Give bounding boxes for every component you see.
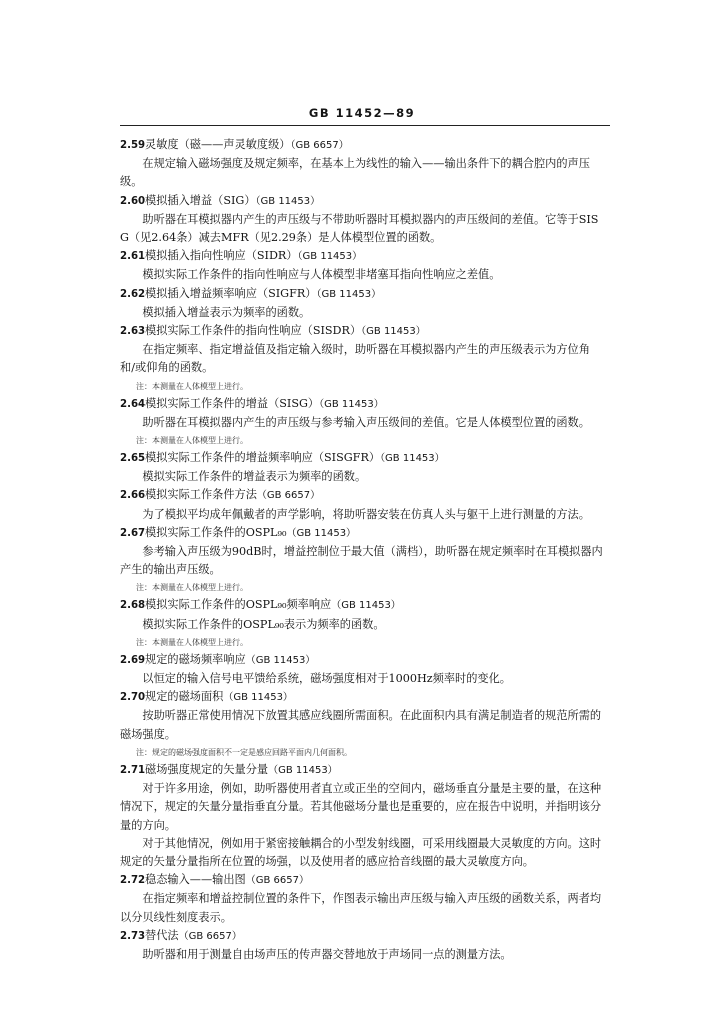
entry-standard-ref: （GB 11453）: [361, 326, 426, 338]
entry-definition: 在规定输入磁场强度及规定频率，在基本上为线性的输入——输出条件下的耦合腔内的声压级。: [120, 157, 590, 189]
entry-heading: [120, 524, 604, 543]
entry-number: 2.71: [120, 764, 146, 776]
definition-entry: [120, 449, 604, 486]
entry-standard-ref: （GB 11453）: [223, 692, 293, 704]
entry-heading: [120, 285, 604, 304]
entry-definition: 在指定频率、指定增益值及指定输入级时，助听器在耳模拟器内产生的声压级表示为方位角和/或仰角的函数。: [120, 343, 590, 375]
definition-entry: [120, 761, 604, 871]
entry-term: 模拟实际工作条件的指向性响应（SISDR）: [145, 324, 362, 338]
entry-number: 2.70: [120, 692, 146, 704]
definition-entry: [120, 651, 604, 688]
entry-term: 模拟插入增益（SIG）: [145, 193, 256, 207]
entry-note: 注：规定的磁场强度面积不一定是感应回路平面内几何面积。: [136, 747, 352, 757]
entry-definition: 助听器和用于测量自由场声压的传声器交替地放于声场同一点的测量方法。: [142, 947, 512, 961]
entry-number: 2.59: [120, 140, 146, 151]
entry-standard-ref: （GB 11453）: [331, 600, 401, 612]
entry-standard-ref: （GB 11453）: [255, 195, 321, 207]
page-header: GB 11452—89: [308, 106, 416, 120]
entry-term: 模拟实际工作条件的增益（SISG）: [145, 396, 320, 410]
definition-entry: [120, 596, 604, 650]
entry-note: 注：本测量在人体模型上进行。: [136, 637, 248, 647]
entry-heading: [120, 596, 604, 615]
entry-heading: [120, 761, 604, 780]
entry-number: 2.63: [120, 326, 146, 338]
entry-term: 稳态输入——输出图: [145, 873, 246, 887]
entry-number: 2.65: [120, 453, 146, 465]
entry-definition: 对于其他情况，例如用于紧密接触耦合的小型发射线圈，可采用线圈最大灵敏度的方向。这时规定的矢量分量指所在位置的场强，以及使用者的感应拾音线圈的最大灵敏度方向。: [120, 836, 602, 868]
entry-definition: 助听器在耳模拟器内产生的声压级与不带助听器时耳模拟器内的声压级间的差值。它等于SIS G（见2.64条）减去MFR（见2.29条）是人体模型位置的函数。: [120, 212, 599, 245]
definition-entry: [120, 192, 604, 248]
entry-number: 2.64: [120, 398, 146, 410]
header-rule: [120, 125, 610, 126]
entry-heading: [120, 871, 604, 890]
entry-number: 2.67: [120, 527, 146, 539]
definition-entry: [120, 688, 604, 761]
entry-heading: [120, 247, 604, 266]
entry-heading: [120, 136, 604, 155]
definition-entry: [120, 247, 604, 284]
entry-definition: 模拟实际工作条件的增益表示为频率的函数。: [142, 470, 367, 484]
entry-note: 注：本测量在人体模型上进行。: [136, 436, 248, 446]
entry-number: 2.73: [120, 930, 146, 942]
definition-entry: [120, 395, 604, 449]
entry-definition: 模拟实际工作条件的OSPL₉₀表示为频率的函数。: [142, 617, 385, 631]
entry-term: 灵敏度（磁——声灵敏度级）: [145, 138, 291, 151]
entry-standard-ref: （GB 6657）: [178, 930, 242, 942]
entry-term: 模拟实际工作条件的OSPL₉₀: [145, 525, 287, 539]
entry-definition: 模拟插入增益表示为频率的函数。: [142, 305, 311, 319]
document-body: [120, 136, 604, 964]
entry-standard-ref: （GB 11453）: [297, 251, 363, 263]
definition-entry: [120, 524, 604, 597]
entry-standard-ref: （GB 11453）: [319, 398, 384, 410]
definition-entry: [120, 322, 604, 395]
definition-entry: [120, 285, 604, 322]
definition-entry: [120, 486, 604, 523]
entry-standard-ref: （GB 6657）: [290, 140, 349, 151]
definition-entry: [120, 927, 604, 964]
entry-term: 磁场强度规定的矢量分量: [145, 762, 269, 776]
entry-definition: 模拟实际工作条件的指向性响应与人体模型非堵塞耳指向性响应之差值。: [142, 268, 501, 282]
entry-standard-ref: （GB 11453）: [316, 288, 382, 300]
entry-number: 2.62: [120, 288, 146, 300]
entry-standard-ref: （GB 11453）: [268, 764, 338, 776]
entry-standard-ref: （GB 6657）: [256, 490, 321, 502]
entry-number: 2.72: [120, 875, 146, 887]
entry-heading: [120, 688, 604, 707]
entry-number: 2.69: [120, 654, 146, 666]
entry-heading: [120, 651, 604, 670]
entry-note: 注：本测量在人体模型上进行。: [136, 381, 248, 391]
entry-standard-ref: （GB 11453）: [380, 453, 445, 465]
entry-number: 2.60: [120, 195, 146, 207]
entry-standard-ref: （GB 11453）: [286, 527, 357, 539]
entry-definition: 以恒定的输入信号电平馈给系统，磁场强度相对于1000Hz频率时的变化。: [142, 672, 511, 686]
entry-term: 替代法: [145, 928, 179, 942]
entry-term: 模拟实际工作条件的增益频率响应（SISGFR）: [145, 451, 381, 465]
entry-definition: 助听器在耳模拟器内产生的声压级与参考输入声压级间的差值。它是人体模型位置的函数。: [142, 415, 590, 429]
entry-heading: [120, 322, 604, 341]
entry-heading: [120, 486, 604, 505]
definition-entry: [120, 871, 604, 927]
entry-standard-ref: （GB 11453）: [245, 654, 316, 666]
definition-entry: [120, 136, 604, 192]
entry-definition: 为了模拟平均成年佩戴者的声学影响，将助听器安装在仿真人头与躯干上进行测量的方法。: [142, 507, 590, 521]
entry-heading: [120, 192, 604, 211]
entry-number: 2.68: [120, 600, 146, 612]
entry-number: 2.61: [120, 251, 146, 263]
entry-term: 模拟插入指向性响应（SIDR）: [145, 249, 298, 263]
entry-term: 规定的磁场频率响应: [145, 652, 246, 666]
entry-term: 模拟实际工作条件的OSPL₉₀频率响应: [145, 598, 332, 612]
entry-standard-ref: （GB 6657）: [245, 875, 309, 887]
entry-heading: [120, 395, 604, 414]
entry-heading: [120, 927, 604, 946]
entry-heading: [120, 449, 604, 468]
entry-term: 模拟插入增益频率响应（SIGFR）: [145, 286, 317, 300]
entry-number: 2.66: [120, 490, 146, 502]
entry-definition: 在指定频率和增益控制位置的条件下，作图表示输出声压级与输入声压级的函数关系，两者均以分贝线性刻度表示。: [120, 892, 602, 924]
entry-term: 规定的磁场面积: [145, 690, 224, 704]
entry-term: 模拟实际工作条件方法: [145, 488, 257, 502]
entry-definition: 参考输入声压级为90dB时，增益控制位于最大值（满档），助听器在规定频率时在耳模拟器内产生的输出声压级。: [120, 545, 603, 577]
entry-note: 注：本测量在人体模型上进行。: [136, 583, 248, 593]
entry-definition: 按助听器正常使用情况下放置其感应线圈所需面积。在此面积内具有满足制造者的规范所需的磁场强度。: [120, 709, 602, 741]
entry-definition: 对于许多用途，例如，助听器使用者直立或正坐的空间内，磁场垂直分量是主要的量，在这种情况下，规定的矢量分量指垂直分量。若其他磁场分量也是重要的，应在报告中说明，并指明该分量的方向。: [120, 782, 602, 832]
